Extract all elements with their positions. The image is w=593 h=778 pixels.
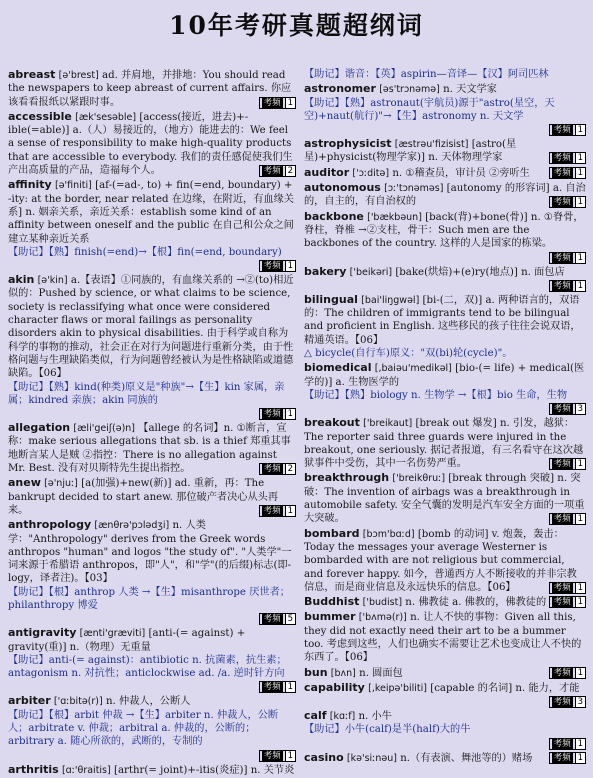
- frequency-count: 1: [575, 668, 585, 678]
- mnemonic-note: △ bicycle(自行车)原义："双(bi)轮(cycle)"。: [304, 348, 513, 360]
- frequency-badge: [549, 582, 586, 594]
- frequency-count: 1: [285, 98, 295, 108]
- headword: antigravity: [8, 626, 77, 640]
- definition: [a(加强)+new(新)] ad. 重新，再：The bankrupt decided to start anew. 那位破产者决心从头再来。: [8, 478, 279, 516]
- right-column: [304, 68, 586, 766]
- dictionary-entry: [8, 626, 296, 693]
- dictionary-entry: [8, 421, 296, 475]
- phonetic: [ænti'græviti]: [79, 628, 146, 640]
- mnemonic-note: 【助记】谐音：【英】aspirin—音译—【汉】阿司匹林: [304, 69, 549, 80]
- headword: arbiter: [8, 694, 51, 708]
- frequency-badge: [549, 513, 586, 525]
- headword: calf: [304, 709, 327, 723]
- definition: [bio-(= life) + medical(医学的)] a. 生物医学的: [304, 363, 585, 388]
- frequency-badge: [259, 260, 296, 272]
- dictionary-entry: [304, 751, 586, 765]
- frequency-label: 考频: [553, 697, 571, 708]
- headword: accessible: [8, 109, 72, 123]
- phonetic: [bɔm'bɑːd]: [362, 528, 415, 540]
- phonetic: ['ɔːditə]: [352, 167, 390, 179]
- headword: akin: [8, 273, 35, 287]
- frequency-count: 2: [285, 464, 295, 474]
- frequency-badge: [259, 165, 296, 177]
- frequency-count: 2: [285, 166, 295, 176]
- definition: n. 小牛: [358, 711, 392, 723]
- frequency-count: 1: [575, 168, 585, 178]
- phonetic: [ə'brest]: [58, 70, 99, 81]
- frequency-count: 1: [285, 751, 295, 761]
- frequency-label: 考频: [553, 280, 571, 291]
- definition: a.【表语】①同族的，有血缘关系的 →②(to)相近似的：Pushed by science, or what claims to be science, society is reclassifying what once were considered character flaws or moral failings as personality disorders akin to physical disabilities. 由于科学或自称为科学的事物的推动，社会正在对行为问题进行重新分类，由于性格问题与生理缺陷类似，行为问题曾经被认为是性格缺陷或道德缺陷。【06】: [8, 275, 294, 380]
- definition: [break through 突破] n. 突破：The invention of airbags was a breakthrough in automobile safety. 安全气囊的发明是汽车安全方面的一项重大突破。: [304, 473, 585, 525]
- frequency-count: 1: [575, 514, 585, 524]
- definition: [bomb 的动词] v. 炮轰，轰击：Today the messages your average Westerner is bombarded with are not religious but commercial, and forever happy. 如今，普通西方人不断接收的并非宗教信息，而是商业信息及永远快乐的信息。【06】: [304, 528, 577, 593]
- frequency-label: 考频: [263, 166, 281, 177]
- phonetic: [bʌn]: [330, 667, 356, 679]
- dictionary-entry: [304, 166, 586, 180]
- mnemonic-note: 【助记】【熟】biology n. 生物学 →【根】bio 生命，生物: [304, 389, 568, 401]
- dictionary-entry: [8, 694, 296, 761]
- headword: anthropology: [8, 518, 92, 532]
- definition: n. 让人不快的事物：Given all this, they did not exactly need their art to be a bummer too. 考虑到这些，人们也确实不需要让艺术也变成让人不快的东西了。【06】: [304, 612, 582, 664]
- headword: autonomous: [304, 181, 381, 195]
- frequency-badge: [259, 750, 296, 762]
- definition: 【allege 的名词】n. ①断言，宣称：make serious allegations that sb. is a thief 郑重其事地断言某人是贼 ②指控：There is no allegation against Mr. Best. 没有对贝斯特先生提出指控。: [8, 423, 291, 475]
- definition: [anti-(= against) + gravity(重)] n.（物理）无重量: [8, 628, 246, 653]
- phonetic: [ɔː'tɔnəməs]: [384, 183, 444, 195]
- frequency-label: 考频: [263, 750, 281, 761]
- definition: n. 佛教徒 a. 佛教的，佛教徒的: [405, 597, 547, 609]
- mnemonic-note: 【助记】【熟】finish(=end)→【根】fin(=end, boundary): [8, 246, 282, 258]
- mnemonic-note: 【助记】【根】anthrop 人类 →【生】misanthrope 厌世者；philanthropy 博爱: [8, 586, 290, 611]
- frequency-label: 考频: [553, 167, 571, 178]
- phonetic: ['bʌmə(r)]: [358, 612, 407, 624]
- headword: breakthrough: [304, 471, 390, 485]
- definition: n. 圆面包: [359, 667, 403, 679]
- dictionary-entry: [304, 666, 586, 680]
- definition: [bi-(二，双)] a. 两种语言的，双语的：The children of immigrants tend to be bilingual and proficient in English. 这些移民的孩子往往会说双语，精通英语。【06】: [304, 294, 581, 346]
- mnemonic-note: 【助记】anti-(= against)：antibiotic n. 抗菌素，抗生素；antagonism n. 对抗性；anticlockwise ad. /a. 逆时针方向: [8, 654, 287, 680]
- dictionary-entry: [8, 476, 296, 517]
- frequency-badge: [549, 167, 586, 179]
- headword: bummer: [304, 610, 356, 624]
- frequency-count: 1: [575, 253, 585, 263]
- frequency-label: 考频: [553, 153, 571, 164]
- dictionary-entry: [304, 68, 586, 81]
- dictionary-entry: [8, 178, 296, 272]
- frequency-count: 1: [575, 125, 585, 135]
- headword: anew: [8, 476, 41, 490]
- frequency-badge: [259, 408, 296, 420]
- phonetic: [kɑːf]: [329, 711, 356, 723]
- definition: [bake(烘焙)+(e)ry(地点)] n. 面包店: [395, 266, 565, 278]
- headword: bombard: [304, 526, 360, 540]
- definition: [break out 爆发] n. 引发，越狱：The reporter said three guards were injured in the breakout, one seriously. 据记者报道，有三名看守在这次越狱事件中受伤，其中一名伤势严重。: [304, 418, 584, 470]
- headword: backbone: [304, 209, 364, 223]
- dictionary-entry: [8, 763, 296, 777]
- frequency-badge: [549, 596, 586, 608]
- phonetic: [kə'siːnəu]: [346, 752, 397, 764]
- headword: abreast: [8, 68, 56, 81]
- headword: biomedical: [304, 361, 372, 375]
- phonetic: [,keipə'biliti]: [368, 682, 427, 694]
- definition: n. 仲裁人，公断人: [105, 696, 191, 708]
- frequency-label: 考频: [553, 738, 571, 749]
- frequency-badge: [259, 681, 296, 693]
- page-title: 10年考研真题超纲词: [169, 11, 424, 40]
- frequency-badge: [549, 124, 586, 136]
- headword: capability: [304, 680, 365, 694]
- frequency-label: 考频: [553, 125, 571, 136]
- dictionary-entry: [304, 265, 586, 292]
- definition: [access(接近，进去)+-ible(=able)] a.（人）易接近的，（地方）能进去的：We feel a sense of responsibility to make high-quality products that are accessible to everybody. 我们的责任感促使我们生产出高质量的产品，造福每个人。: [8, 111, 293, 177]
- frequency-label: 考频: [553, 197, 571, 208]
- frequency-badge: [549, 752, 586, 764]
- phonetic: ['bækbəun]: [367, 211, 422, 223]
- frequency-count: 1: [575, 597, 585, 607]
- definition: [arthr(= joint)+-itis(炎症)] n. 关节炎: [113, 764, 295, 776]
- frequency-badge: [549, 738, 586, 750]
- phonetic: [ə'kin]: [37, 275, 68, 287]
- phonetic: [əs'trɔnəmə]: [379, 84, 440, 96]
- definition: [capable 的名词] n. 能力，才能: [430, 682, 580, 694]
- frequency-badge: [259, 463, 296, 475]
- frequency-count: 3: [575, 697, 585, 707]
- dictionary-entry: [8, 273, 296, 420]
- definition: n. 天文学家: [443, 84, 497, 96]
- frequency-label: 考频: [553, 459, 571, 470]
- definition: [astro(星星)+physicist(物理学家)] n. 天体物理学家: [304, 139, 517, 164]
- frequency-count: 1: [575, 153, 585, 163]
- phonetic: [æstrəu'fizisist]: [394, 139, 469, 151]
- headword: Buddhist: [304, 595, 360, 609]
- phonetic: [ə'njuː]: [44, 478, 78, 490]
- phonetic: ['breikaut]: [363, 418, 413, 430]
- frequency-count: 1: [575, 459, 585, 469]
- frequency-badge: [549, 458, 586, 470]
- definition: [back(背)+bone(骨)] n. ①脊骨，脊柱，脊椎 →②支柱，骨干：Such men are the backbones of the country. 这样的人是国家的栋梁。: [304, 211, 584, 250]
- frequency-badge: [259, 613, 296, 625]
- definition: n. 人类学："Anthropology" derives from the Greek words anthropos "human" and logos "the study of". "人类学"一词来源于希腊语 anthropos，即"人"，和"学"(的后缀)标志(即-logy，译者注)。【03】: [8, 520, 292, 585]
- frequency-label: 考频: [263, 409, 281, 420]
- dictionary-entry: [304, 527, 586, 594]
- frequency-label: 考频: [263, 97, 281, 108]
- phonetic: ['beikəri]: [349, 266, 393, 278]
- frequency-count: 1: [575, 739, 585, 749]
- dictionary-entry: [304, 82, 586, 136]
- headword: casino: [304, 750, 344, 764]
- frequency-badge: [549, 196, 586, 208]
- headword: astronomer: [304, 82, 376, 96]
- frequency-count: 1: [285, 506, 295, 516]
- frequency-count: 3: [575, 404, 585, 414]
- frequency-count: 1: [575, 753, 585, 763]
- dictionary-entry: [304, 293, 586, 360]
- phonetic: ['breikθruː]: [392, 473, 446, 485]
- mnemonic-note: 【助记】【熟】astronaut(宇航员)源于"astro(星空，天空)+naut(航行)"→【生】astronomy n. 天文学: [304, 97, 555, 122]
- phonetic: ['budist]: [362, 597, 403, 609]
- phonetic: [ænθrə'pɔlədʒi]: [94, 520, 170, 532]
- frequency-label: 考频: [553, 252, 571, 263]
- phonetic: [,baiəu'medikəl]: [374, 363, 452, 375]
- dictionary-entry: [304, 416, 586, 470]
- frequency-count: 1: [285, 409, 295, 419]
- frequency-badge: [259, 97, 296, 109]
- frequency-count: 1: [575, 281, 585, 291]
- headword: auditor: [304, 165, 350, 179]
- dictionary-entry: [304, 681, 586, 708]
- definition: [autonomy 的形容词] a. 自治的，自主的，有自治权的: [304, 183, 586, 208]
- frequency-count: 1: [575, 583, 585, 593]
- phonetic: [æk'sesəble]: [75, 111, 137, 123]
- definition: n. ①稽查员，审计员 ②旁听生: [392, 167, 530, 179]
- dictionary-entry: [304, 471, 586, 525]
- frequency-label: 考频: [553, 667, 571, 678]
- dictionary-entry: [304, 709, 586, 750]
- frequency-badge: [549, 667, 586, 679]
- definition: ad. 并肩地，并排地：You should read the newspapers to keep abreast of current affairs. 你应该看看报纸以紧跟时事。: [8, 70, 292, 108]
- headword: affinity: [8, 178, 52, 192]
- phonetic: [æli'geiʃ(ə)n]: [73, 423, 136, 435]
- mnemonic-note: 【助记】小牛(calf)是半(half)大的牛: [304, 724, 471, 736]
- frequency-label: 考频: [553, 582, 571, 593]
- headword: breakout: [304, 416, 360, 430]
- frequency-label: 考频: [553, 752, 571, 763]
- frequency-badge: [549, 280, 586, 292]
- frequency-count: 1: [285, 682, 295, 692]
- frequency-label: 考频: [263, 505, 281, 516]
- mnemonic-note: 【助记】【熟】kind(种类)原义是"种族"→【生】kin 家属，亲属；kindred 亲族；akin 同族的: [8, 381, 285, 406]
- frequency-label: 考频: [553, 597, 571, 608]
- dictionary-entry: [304, 137, 586, 165]
- frequency-label: 考频: [263, 464, 281, 475]
- phonetic: [ɑː'θraitis]: [61, 764, 111, 776]
- frequency-label: 考频: [553, 404, 571, 415]
- dictionary-entry: [304, 181, 586, 209]
- dictionary-entry: [304, 361, 586, 415]
- dictionary-entry: [304, 610, 586, 664]
- dictionary-entry: [8, 68, 296, 109]
- frequency-count: 5: [285, 614, 295, 624]
- frequency-label: 考频: [263, 614, 281, 625]
- headword: bakery: [304, 264, 347, 278]
- headword: astrophysicist: [304, 137, 392, 151]
- mnemonic-note: 【助记】【根】arbit 仲裁 →【生】arbiter n. 仲裁人，公断人；arbitrate v. 仲裁；arbitral a. 仲裁的，公断的；arbitrary a. 随心所欲的，武断的，专制的: [8, 709, 279, 748]
- frequency-badge: [549, 152, 586, 164]
- definition: n.（有表演、舞池等的）赌场: [400, 752, 533, 764]
- phonetic: [bai'liŋgwəl]: [361, 294, 420, 306]
- definition: [af-(=ad-, to) + fin(=end, boundary) + -ity: at the border, near related 在边缘，在附近，有血缘关系] n. 姻亲关系，亲近关系：establish some kind of an affinity between oneself and the public 在自己和公众之间建立某种亲近关系: [8, 180, 294, 245]
- phonetic: ['ɑːbitə(r)]: [53, 696, 103, 708]
- dictionary-entry: [8, 110, 296, 177]
- frequency-badge: [549, 403, 586, 415]
- dictionary-entry: [304, 595, 586, 609]
- frequency-count: 1: [285, 261, 295, 271]
- frequency-badge: [549, 696, 586, 708]
- frequency-label: 考频: [263, 682, 281, 693]
- headword: arthritis: [8, 762, 59, 776]
- dictionary-entry: [304, 210, 586, 264]
- dictionary-entry: [8, 518, 296, 625]
- headword: bilingual: [304, 292, 358, 306]
- phonetic: [ə'finiti]: [54, 180, 92, 192]
- left-column: [8, 68, 296, 778]
- frequency-badge: [259, 505, 296, 517]
- frequency-badge: [549, 252, 586, 264]
- frequency-label: 考频: [553, 514, 571, 525]
- frequency-count: 1: [575, 197, 585, 207]
- headword: bun: [304, 665, 328, 679]
- frequency-label: 考频: [263, 261, 281, 272]
- headword: allegation: [8, 421, 71, 435]
